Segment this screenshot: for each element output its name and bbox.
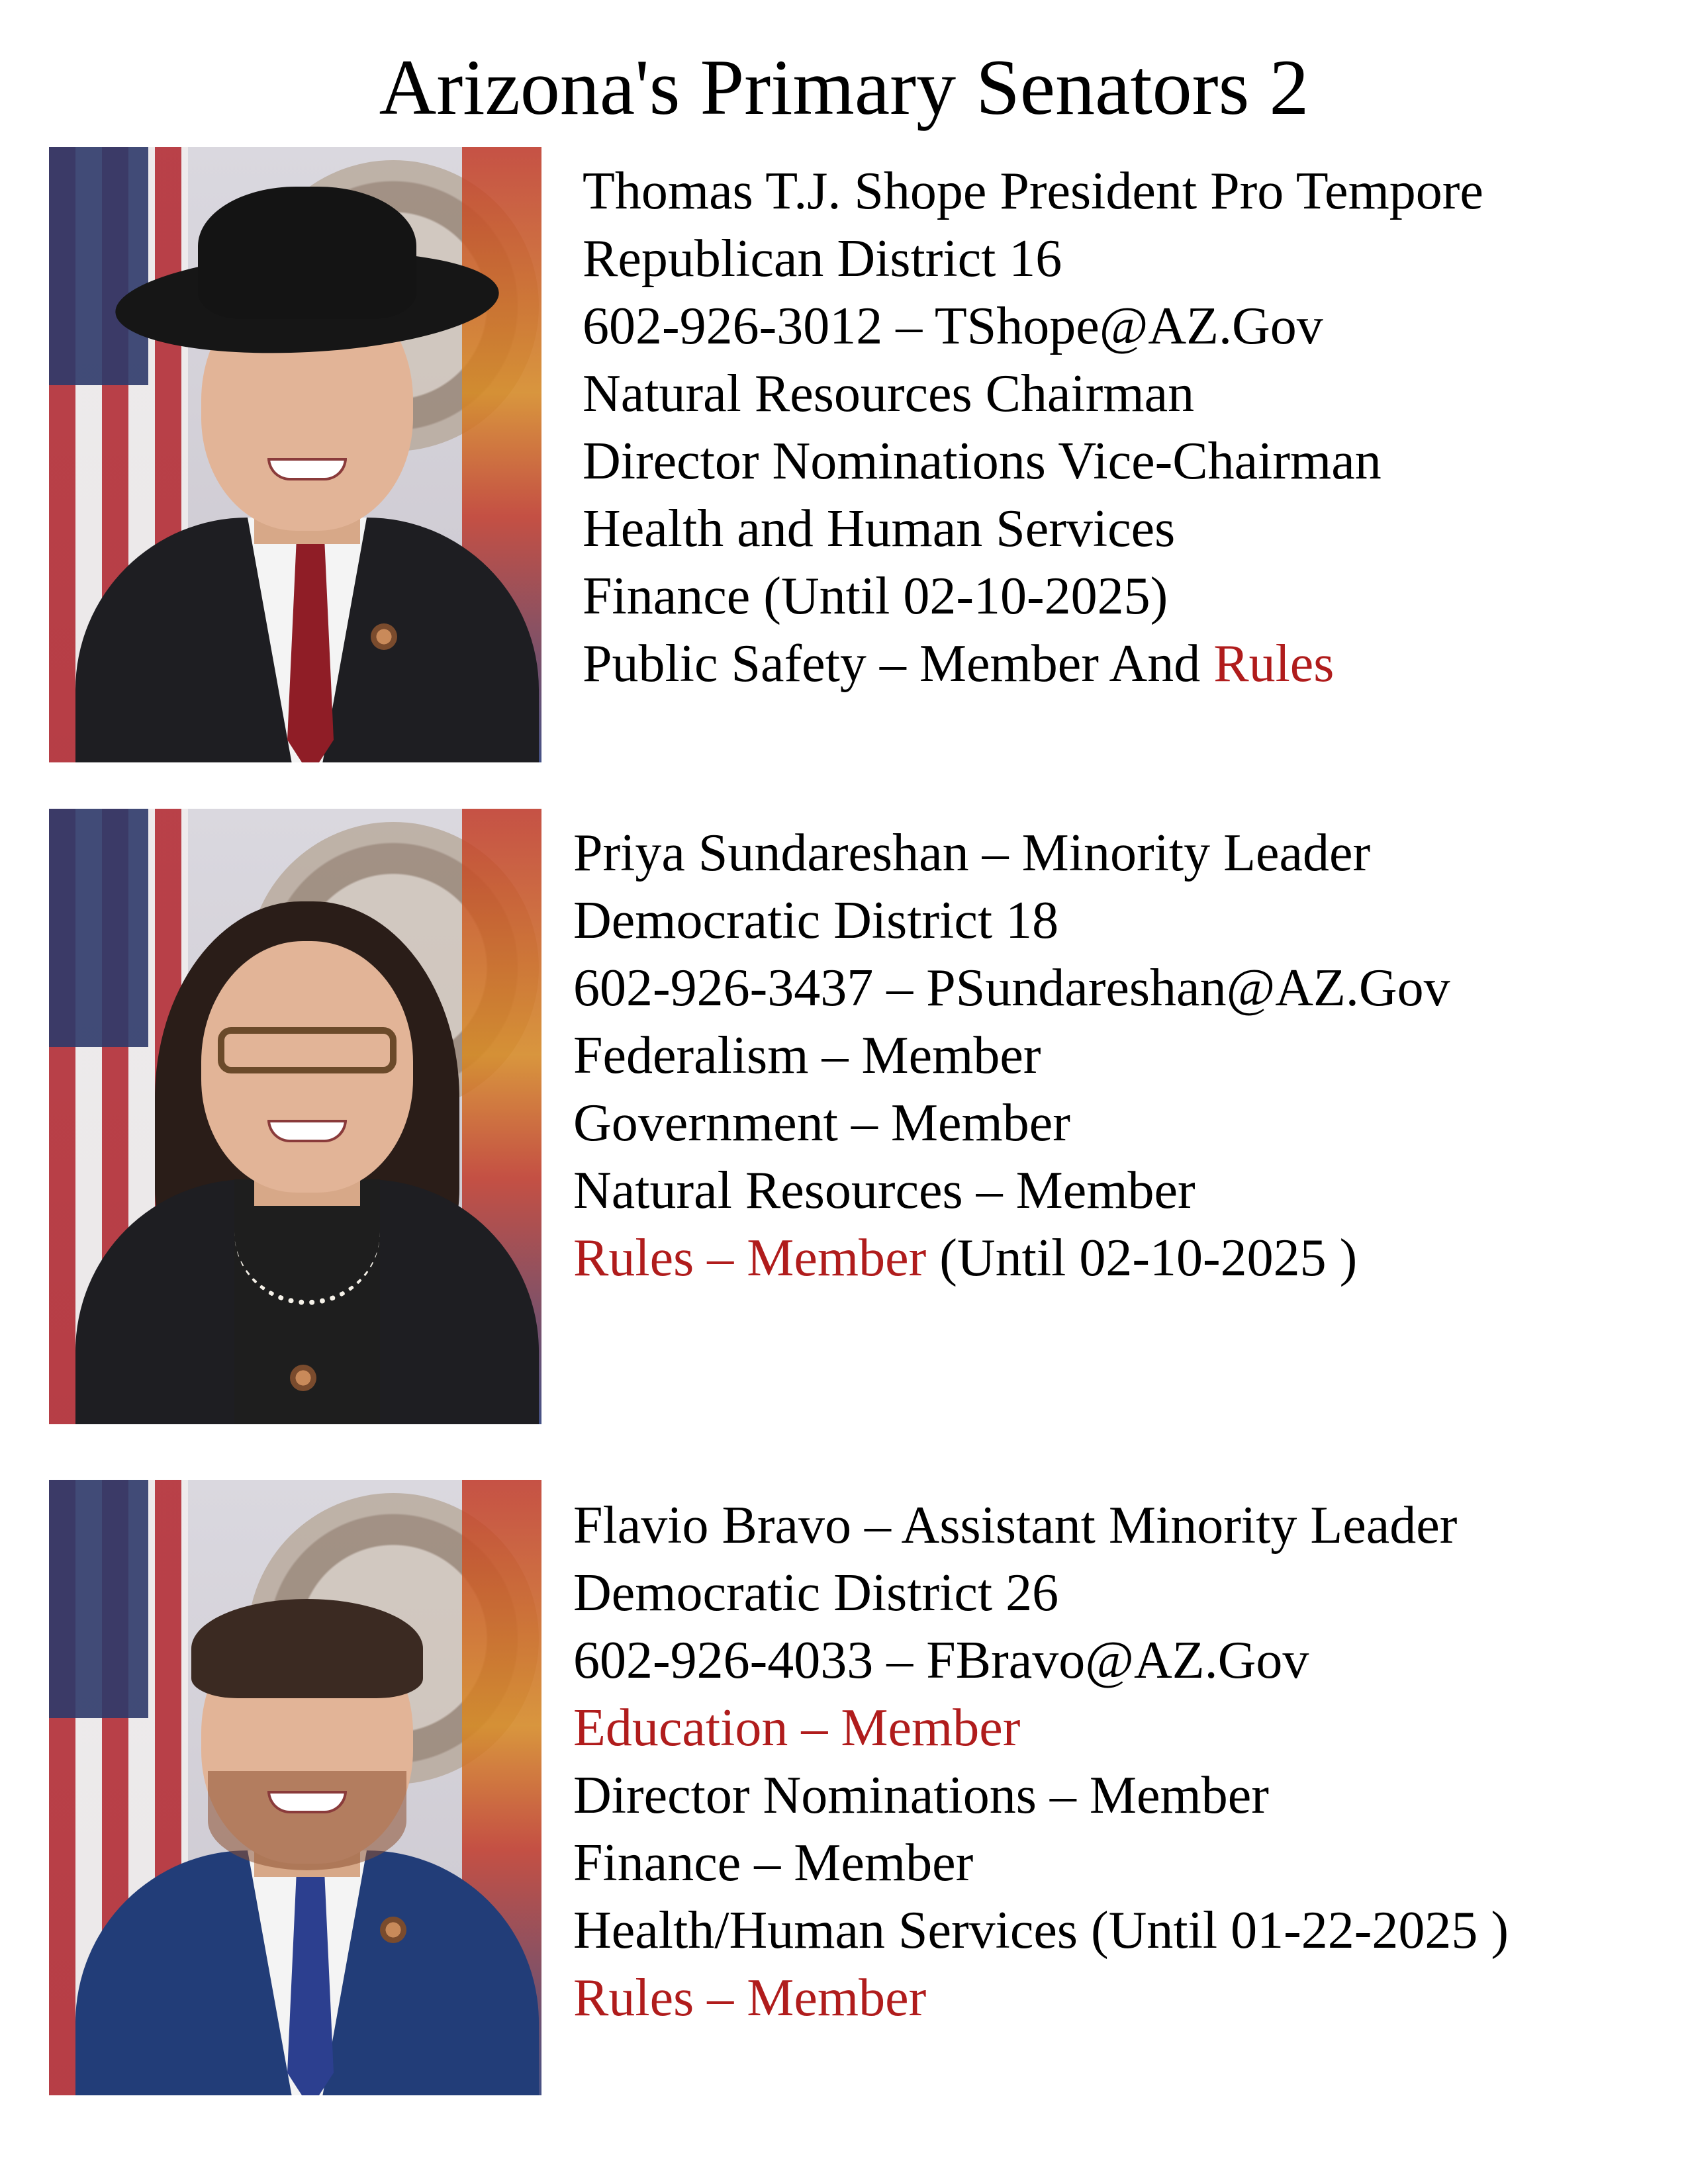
info-text: Finance – Member bbox=[573, 1834, 974, 1892]
senator-info-sundareshan bbox=[573, 819, 1450, 1292]
info-line bbox=[583, 495, 1483, 563]
info-text: Finance (Until 02-10-2025) bbox=[583, 567, 1168, 625]
senator-info-bravo bbox=[573, 1492, 1509, 2032]
smile bbox=[267, 1791, 347, 1813]
lapel-pin-icon bbox=[371, 623, 397, 650]
committee-highlight: Education – Member bbox=[573, 1699, 1021, 1757]
info-text: Democratic District 18 bbox=[573, 891, 1059, 950]
info-line bbox=[573, 1694, 1509, 1762]
info-line bbox=[583, 360, 1483, 428]
committee-highlight: Rules bbox=[1213, 635, 1335, 693]
info-line bbox=[583, 293, 1483, 360]
info-text: Director Nominations Vice-Chairman bbox=[583, 432, 1382, 490]
info-line bbox=[573, 1022, 1450, 1089]
senator-photo-sundareshan bbox=[49, 809, 541, 1424]
lapel-pin-icon bbox=[380, 1917, 406, 1943]
info-text: 602-926-4033 – FBravo@AZ.Gov bbox=[573, 1631, 1309, 1690]
page-title: Arizona's Primary Senators 2 bbox=[379, 43, 1309, 131]
glasses-icon bbox=[218, 1027, 397, 1073]
info-text: Natural Resources – Member bbox=[573, 1161, 1196, 1220]
senator-photo-bravo bbox=[49, 1480, 541, 2095]
info-line bbox=[583, 428, 1483, 495]
info-text: 602-926-3437 – PSundareshan@AZ.Gov bbox=[573, 959, 1450, 1017]
senator-info-shope bbox=[583, 158, 1483, 698]
cowboy-hat-crown bbox=[198, 187, 416, 319]
info-text: Republican District 16 bbox=[583, 230, 1062, 288]
info-line bbox=[573, 1089, 1450, 1157]
info-text: Federalism – Member bbox=[573, 1026, 1041, 1085]
info-text: Director Nominations – Member bbox=[573, 1766, 1269, 1825]
info-line bbox=[573, 887, 1450, 954]
info-text: Health/Human Services (Until 01-22-2025 ) bbox=[573, 1901, 1509, 1960]
info-text: Public Safety – Member And bbox=[583, 635, 1214, 693]
info-line bbox=[583, 630, 1483, 698]
info-line bbox=[573, 1559, 1509, 1627]
info-line bbox=[583, 563, 1483, 630]
us-flag-canton bbox=[49, 809, 148, 1047]
info-line bbox=[573, 819, 1450, 887]
info-text: Health and Human Services bbox=[583, 500, 1176, 558]
beard bbox=[208, 1771, 406, 1870]
info-text: (Until 02-10-2025 ) bbox=[926, 1229, 1358, 1287]
info-line bbox=[573, 1829, 1509, 1897]
info-line bbox=[573, 954, 1450, 1022]
info-text: Flavio Bravo – Assistant Minority Leader bbox=[573, 1496, 1458, 1555]
info-line bbox=[573, 1492, 1509, 1559]
info-line bbox=[573, 1762, 1509, 1829]
info-line bbox=[573, 1157, 1450, 1224]
info-text: 602-926-3012 – TShope@AZ.Gov bbox=[583, 297, 1323, 355]
hair bbox=[191, 1599, 423, 1698]
info-line bbox=[573, 1224, 1450, 1292]
info-line bbox=[573, 1964, 1509, 2032]
info-text: Democratic District 26 bbox=[573, 1564, 1059, 1622]
info-text: Priya Sundareshan – Minority Leader bbox=[573, 824, 1371, 882]
info-line bbox=[573, 1897, 1509, 1964]
smile bbox=[267, 1120, 347, 1142]
us-flag-canton bbox=[49, 147, 148, 385]
committee-highlight: Rules – Member bbox=[573, 1969, 927, 2027]
info-text: Natural Resources Chairman bbox=[583, 365, 1195, 423]
us-flag-canton bbox=[49, 1480, 148, 1718]
smile bbox=[267, 458, 347, 480]
committee-highlight: Rules – Member bbox=[573, 1229, 927, 1287]
info-text: Government – Member bbox=[573, 1094, 1070, 1152]
info-line bbox=[583, 225, 1483, 293]
lapel-pin-icon bbox=[290, 1365, 316, 1391]
senator-photo-shope bbox=[49, 147, 541, 762]
info-text: Thomas T.J. Shope President Pro Tempore bbox=[583, 162, 1483, 220]
info-line bbox=[583, 158, 1483, 225]
info-line bbox=[573, 1627, 1509, 1694]
